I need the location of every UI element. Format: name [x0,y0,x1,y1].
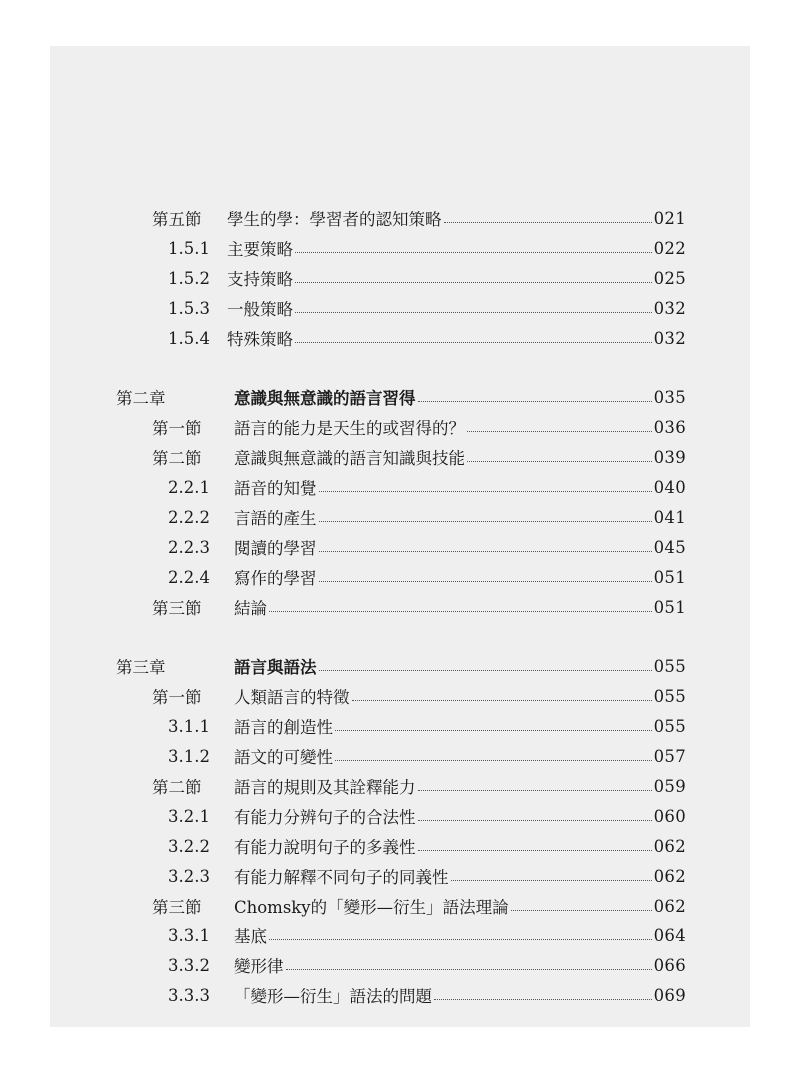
entry-page: 022 [653,238,686,258]
entry-number: 3.2.2 [168,836,210,856]
toc-entry[interactable] [50,712,750,740]
entry-number: 3.2.3 [168,866,210,886]
dot-leader [319,551,652,552]
toc-entry[interactable] [50,563,750,591]
entry-title: 主要策略 [227,240,293,259]
entry-title: 一般策略 [227,300,293,319]
dot-leader [295,252,652,253]
entry-page: 045 [653,537,686,557]
toc-entry[interactable] [50,682,750,710]
dot-leader [319,581,652,582]
entry-page: 025 [653,268,686,288]
entry-title: 閱讀的學習 [234,539,317,558]
dot-leader [418,790,652,791]
entry-page: 040 [653,477,686,497]
entry-number: 第五節 [152,210,202,229]
chapter-title: 意識與無意識的語言習得 [234,389,416,408]
entry-title: 學生的學：學習者的認知策略 [227,210,442,229]
entry-title: 語言的能力是天生的或習得的？ [234,419,465,438]
entry-page: 069 [653,985,686,1005]
dot-leader [467,461,652,462]
dot-leader [467,431,652,432]
entry-title: 語言的創造性 [234,718,333,737]
entry-number: 1.5.2 [168,268,210,288]
dot-leader [511,910,652,911]
entry-page: 062 [653,896,686,916]
entry-number: 1.5.3 [168,298,210,318]
entry-title: 寫作的學習 [234,569,317,588]
entry-number: 2.2.2 [168,507,210,527]
entry-page: 041 [653,507,686,527]
entry-number: 3.3.1 [168,925,210,945]
entry-number: 3.1.2 [168,746,210,766]
entry-title: 有能力分辨句子的合法性 [234,808,416,827]
entry-page: 051 [653,597,686,617]
entry-page: 062 [653,866,686,886]
entry-page: 035 [653,387,686,407]
dot-leader [286,969,652,970]
chapter-number: 第三章 [116,658,166,677]
toc-chapter[interactable] [50,652,750,680]
toc-entry[interactable] [50,533,750,561]
dot-leader [319,491,652,492]
dot-leader [319,670,652,671]
entry-title: Chomsky的「變形—衍生」語法理論 [234,898,509,917]
entry-title: 言語的產生 [234,509,317,528]
toc-entry[interactable] [50,413,750,441]
document-page [50,46,750,1027]
entry-page: 055 [653,686,686,706]
entry-page: 055 [653,656,686,676]
toc-entry[interactable] [50,981,750,1009]
toc-entry[interactable] [50,921,750,949]
toc-entry[interactable] [50,832,750,860]
entry-page: 051 [653,567,686,587]
entry-page: 055 [653,716,686,736]
entry-number: 2.2.4 [168,567,210,587]
dot-leader [319,521,652,522]
dot-leader [451,880,652,881]
chapter-title: 語言與語法 [234,658,317,677]
toc-entry[interactable] [50,892,750,920]
toc-entry[interactable] [50,234,750,262]
dot-leader [434,999,652,1000]
dot-leader [269,939,652,940]
toc-entry[interactable] [50,802,750,830]
entry-number: 第一節 [152,688,202,707]
chapter-number: 第二章 [116,389,166,408]
entry-number: 第一節 [152,419,202,438]
entry-title: 支持策略 [227,270,293,289]
entry-page: 057 [653,746,686,766]
entry-page: 062 [653,836,686,856]
toc-entry[interactable] [50,772,750,800]
entry-number: 第二節 [152,449,202,468]
entry-number: 3.1.1 [168,716,210,736]
dot-leader [418,850,652,851]
toc-entry[interactable] [50,473,750,501]
dot-leader [335,730,652,731]
entry-title: 人類語言的特徵 [234,688,350,707]
entry-number: 2.2.1 [168,477,210,497]
dot-leader [418,401,652,402]
dot-leader [335,760,652,761]
entry-number: 1.5.4 [168,328,210,348]
dot-leader [444,222,652,223]
dot-leader [352,700,652,701]
toc-entry[interactable] [50,264,750,292]
dot-leader [295,342,652,343]
dot-leader [418,820,652,821]
entry-title: 語言的規則及其詮釋能力 [234,778,416,797]
entry-number: 1.5.1 [168,238,210,258]
entry-page: 064 [653,925,686,945]
entry-title: 意識與無意識的語言知識與技能 [234,449,465,468]
toc-entry[interactable] [50,294,750,322]
dot-leader [295,312,652,313]
toc-entry[interactable] [50,742,750,770]
entry-number: 2.2.3 [168,537,210,557]
entry-title: 有能力解釋不同句子的同義性 [234,868,449,887]
entry-title: 有能力說明句子的多義性 [234,838,416,857]
toc-entry[interactable] [50,593,750,621]
entry-number: 3.3.3 [168,985,210,1005]
entry-page: 036 [653,417,686,437]
entry-number: 3.3.2 [168,955,210,975]
dot-leader [295,282,652,283]
entry-page: 032 [653,328,686,348]
entry-page: 032 [653,298,686,318]
entry-title: 基底 [234,927,267,946]
entry-page: 060 [653,806,686,826]
entry-title: 特殊策略 [227,330,293,349]
toc-entry[interactable] [50,443,750,471]
entry-number: 第三節 [152,599,202,618]
entry-title: 變形律 [234,957,284,976]
entry-page: 039 [653,447,686,467]
toc-entry[interactable] [50,204,750,232]
entry-page: 021 [653,208,686,228]
entry-title: 結論 [234,599,267,618]
entry-page: 059 [653,776,686,796]
toc-entry[interactable] [50,324,750,352]
entry-title: 語文的可變性 [234,748,333,767]
entry-page: 066 [653,955,686,975]
entry-number: 第二節 [152,778,202,797]
entry-title: 「變形—衍生」語法的問題 [234,987,432,1006]
dot-leader [269,611,652,612]
toc-chapter[interactable] [50,383,750,411]
toc-entry[interactable] [50,951,750,979]
entry-title: 語音的知覺 [234,479,317,498]
toc-entry[interactable] [50,503,750,531]
entry-number: 第三節 [152,898,202,917]
entry-number: 3.2.1 [168,806,210,826]
toc-entry[interactable] [50,862,750,890]
